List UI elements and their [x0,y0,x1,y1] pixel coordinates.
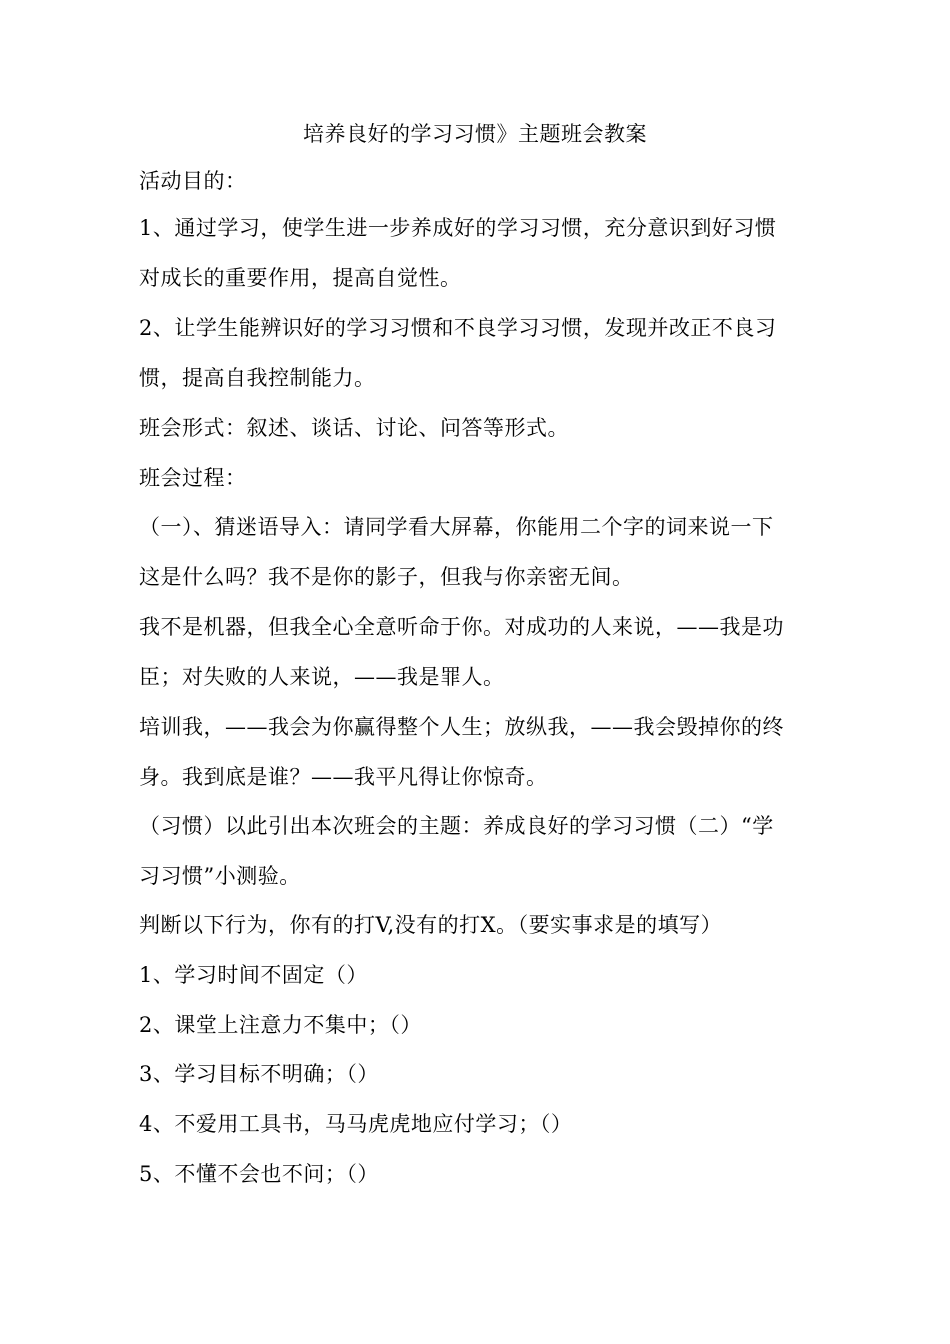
text-line: （习惯）以此引出本次班会的主题：养成良好的学习习惯（二）“学 [139,814,774,838]
text-line: 这是什么吗？我不是你的影子，但我与你亲密无间。 [139,565,634,589]
text-line: 1、学习时间不固定（） [139,963,368,987]
text-line: 对成长的重要作用，提高自觉性。 [139,266,462,290]
text-line: 5、不懂不会也不问；（） [139,1162,379,1186]
text-line: 班会过程： [139,466,247,490]
text-line: 臣；对失败的人来说，——我是罪人。 [139,665,505,689]
text-line: 3、学习目标不明确；（） [139,1062,379,1086]
text-line: 培训我，——我会为你赢得整个人生；放纵我，——我会毁掉你的终 [139,715,784,739]
text-line: 2、让学生能辨识好的学习习惯和不良学习习惯，发现并改正不良习 [139,316,777,340]
text-line: 班会形式：叙述、谈话、讨论、问答等形式。 [139,416,569,440]
text-line: 习习惯”小测验。 [139,864,301,888]
text-line: 活动目的： [139,169,247,193]
text-line: 身。我到底是谁？——我平凡得让你惊奇。 [139,765,548,789]
document-title: 培养良好的学习习惯》主题班会教案 [303,122,647,146]
text-line: 惯，提高自我控制能力。 [139,366,376,390]
text-line: 1、通过学习，使学生进一步养成好的学习习惯，充分意识到好习惯 [139,216,777,240]
text-line: 我不是机器，但我全心全意听命于你。对成功的人来说，——我是功 [139,615,784,639]
text-line: 4、不爱用工具书，马马虎虎地应付学习；（） [139,1112,573,1136]
text-line: 判断以下行为，你有的打V,没有的打X。（要实事求是的填写） [139,913,723,937]
text-line: 2、课堂上注意力不集中；（） [139,1013,422,1037]
text-line: （一）、猜迷语导入：请同学看大屏幕，你能用二个字的词来说一下 [139,515,774,539]
